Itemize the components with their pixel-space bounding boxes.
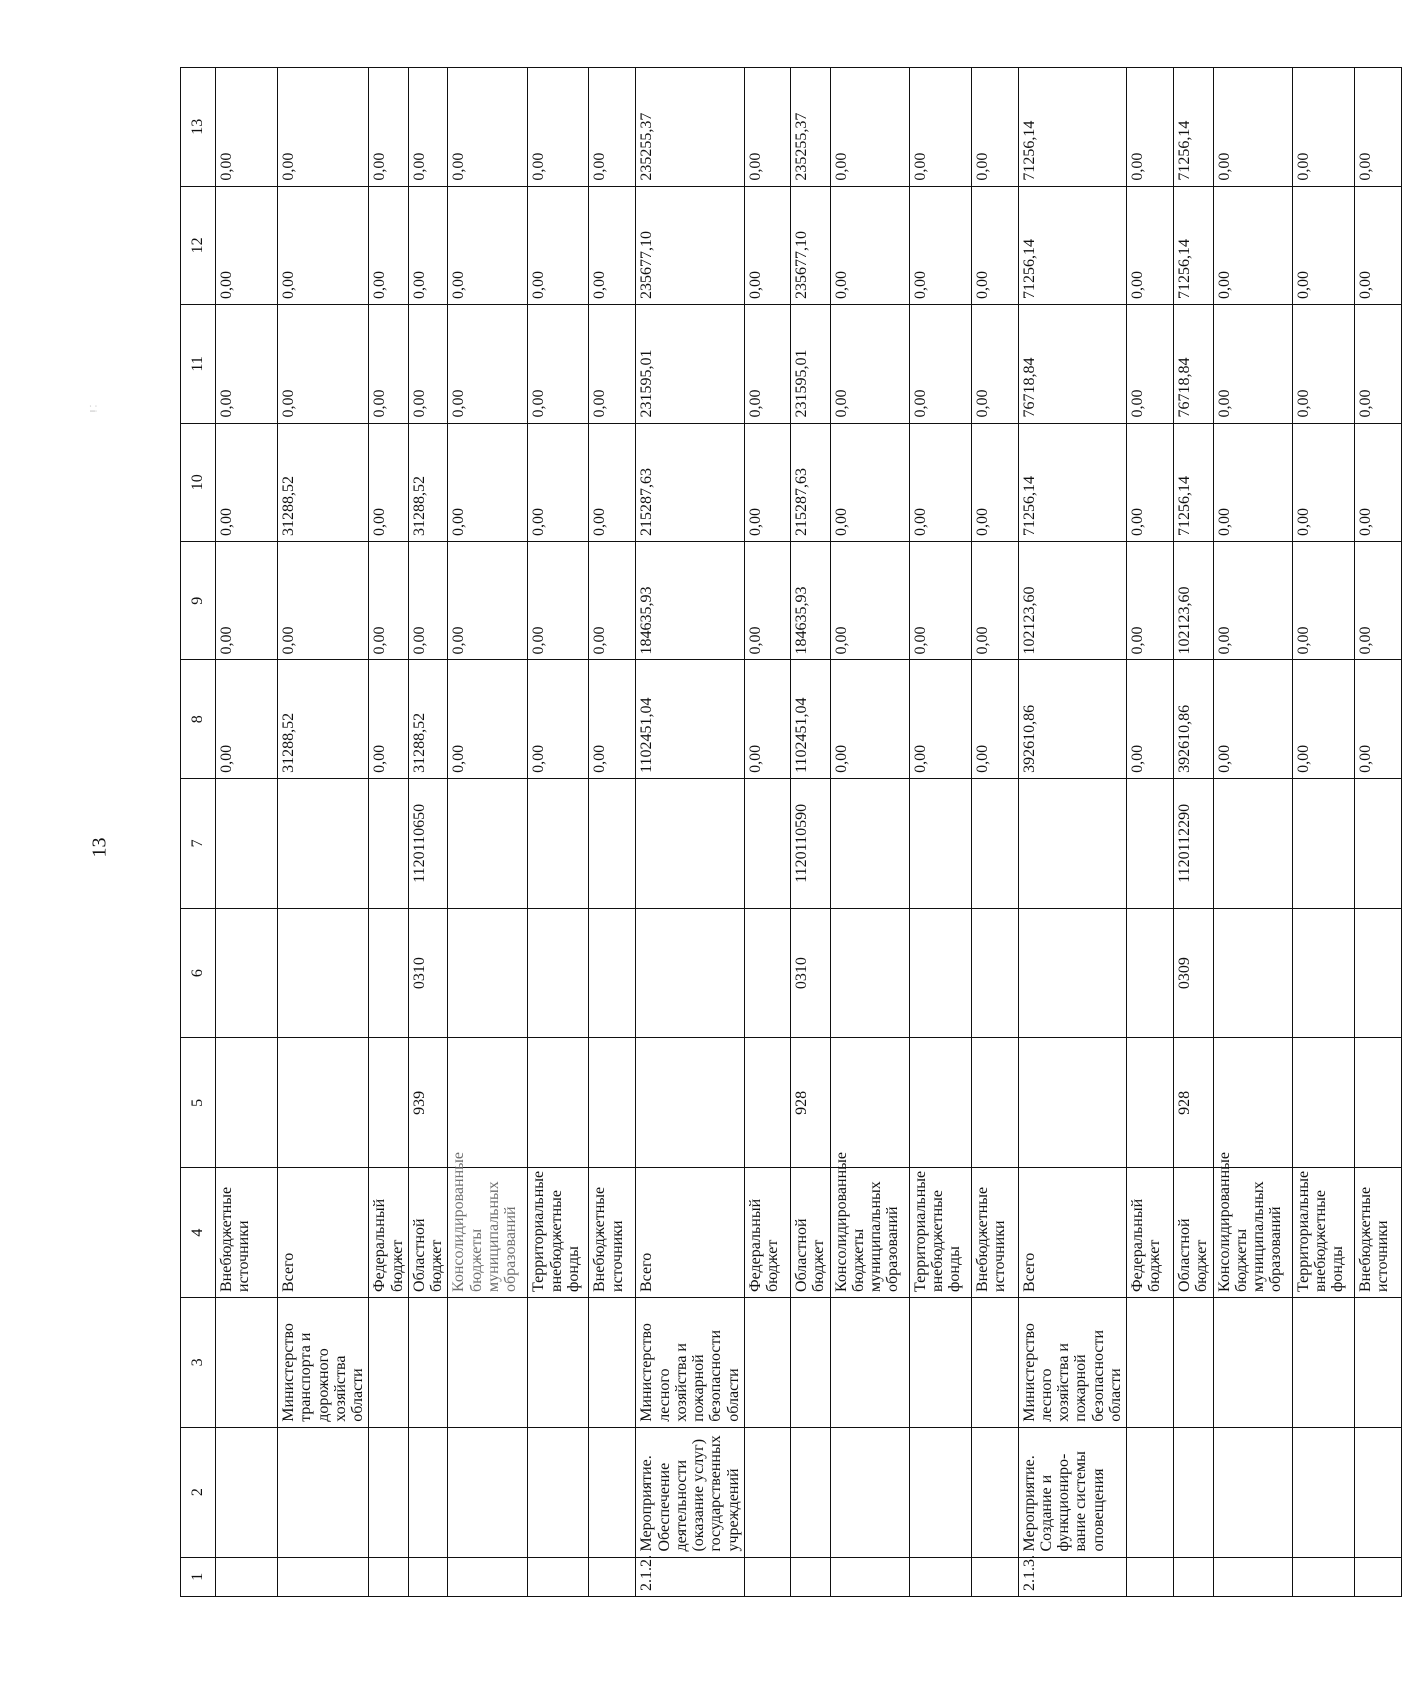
table-cell: 0,00 <box>1213 68 1292 187</box>
header-cell: 11 <box>181 305 216 423</box>
table-cell: 71256,14 <box>1018 186 1127 304</box>
table-row <box>1127 68 1174 1597</box>
table-row <box>1354 68 1401 1597</box>
table-cell: 1120110590 <box>790 778 830 908</box>
table-cell: 0,00 <box>528 68 589 187</box>
table-cell <box>216 1557 278 1596</box>
header-cell: 2 <box>181 1427 216 1557</box>
table-cell: 0,00 <box>1213 305 1292 423</box>
table-cell: 0,00 <box>278 68 369 187</box>
table-cell: Всего <box>278 1168 369 1298</box>
table-row <box>1213 68 1292 1597</box>
table-cell <box>971 908 1018 1038</box>
table-cell: 0,00 <box>1292 660 1354 778</box>
table-cell: 0,00 <box>1213 660 1292 778</box>
table-cell <box>830 908 909 1038</box>
table-cell: 1120110650 <box>408 778 448 908</box>
table-cell: 0,00 <box>830 186 909 304</box>
table-cell <box>589 1557 636 1596</box>
table-cell: Областной бюджет <box>1174 1168 1214 1298</box>
table-cell <box>1354 908 1401 1038</box>
table-cell: 0,00 <box>1213 423 1292 541</box>
table-cell: 928 <box>790 1038 830 1168</box>
table-cell: 76718,84 <box>1174 305 1214 423</box>
table-cell: 0,00 <box>369 423 409 541</box>
table-cell <box>369 1427 409 1557</box>
table-cell: Министерство транспорта и дорожного хозяйства области <box>278 1297 369 1427</box>
table-cell <box>1213 1557 1292 1596</box>
table-cell: 0,00 <box>278 186 369 304</box>
table-cell <box>216 908 278 1038</box>
table-cell: Внебюджетные источники <box>216 1168 278 1298</box>
table-cell: 0,00 <box>830 423 909 541</box>
table-cell: 0310 <box>790 908 830 1038</box>
table-cell: 0,00 <box>830 541 909 659</box>
table-cell: 0,00 <box>1127 541 1174 659</box>
table-cell: 0,00 <box>278 541 369 659</box>
table-cell: Министерство лесного хозяйства и пожарной безопасности области <box>636 1297 745 1427</box>
table-cell <box>216 1297 278 1427</box>
table-cell: 235677,10 <box>636 186 745 304</box>
table-cell <box>528 1427 589 1557</box>
table-cell <box>408 1297 448 1427</box>
table-body <box>216 68 1402 1597</box>
table-cell <box>216 1427 278 1557</box>
table-cell: 1102451,04 <box>790 660 830 778</box>
table-cell: 0,00 <box>909 186 971 304</box>
table-cell <box>636 1038 745 1168</box>
table-cell <box>1174 1297 1214 1427</box>
table-cell: 392610,86 <box>1174 660 1214 778</box>
table-cell: 0,00 <box>909 423 971 541</box>
page-number: 13 <box>88 837 111 858</box>
table-cell: 0,00 <box>971 305 1018 423</box>
table-cell <box>744 1038 790 1168</box>
table-cell <box>528 1038 589 1168</box>
table-cell <box>589 908 636 1038</box>
table-cell: 0,00 <box>408 186 448 304</box>
table-cell: 0,00 <box>448 186 528 304</box>
table-cell <box>1213 1427 1292 1557</box>
table-cell: 0,00 <box>830 305 909 423</box>
table-cell <box>216 1038 278 1168</box>
table-cell <box>1127 1557 1174 1596</box>
table-cell <box>1174 1557 1214 1596</box>
table-cell <box>1354 1557 1401 1596</box>
header-cell: 1 <box>181 1557 216 1596</box>
table-cell: 0309 <box>1174 908 1214 1038</box>
table-cell: 0,00 <box>589 423 636 541</box>
table-cell <box>971 1038 1018 1168</box>
table-cell: 0,00 <box>216 186 278 304</box>
table-cell: 0,00 <box>1292 68 1354 187</box>
table-cell <box>589 1297 636 1427</box>
table-row <box>830 68 909 1597</box>
table-cell: 392610,86 <box>1018 660 1127 778</box>
table-cell: 0,00 <box>1127 423 1174 541</box>
table-cell <box>528 908 589 1038</box>
table-cell: Внебюджетные источники <box>1354 1168 1401 1298</box>
header-cell: 4 <box>181 1168 216 1298</box>
table-cell: Внебюджетные источники <box>589 1168 636 1298</box>
table-cell: Территориальные внебюджетные фонды <box>1292 1168 1354 1298</box>
table-cell: 0,00 <box>589 541 636 659</box>
table-row <box>278 68 369 1597</box>
header-cell: 5 <box>181 1038 216 1168</box>
table-cell: Федеральный бюджет <box>369 1168 409 1298</box>
table-cell: Территориальные внебюджетные фонды <box>528 1168 589 1298</box>
table-cell: 0,00 <box>216 660 278 778</box>
table-cell: 0,00 <box>528 305 589 423</box>
header-cell: 8 <box>181 660 216 778</box>
table-cell: Областной бюджет <box>790 1168 830 1298</box>
table-cell: 0,00 <box>589 305 636 423</box>
table-cell: 0,00 <box>528 423 589 541</box>
table-cell <box>971 1427 1018 1557</box>
table-cell: 31288,52 <box>408 423 448 541</box>
table-cell: 0,00 <box>589 68 636 187</box>
table-row <box>790 68 830 1597</box>
table-cell: 0,00 <box>369 305 409 423</box>
table-cell <box>589 778 636 908</box>
table-cell: 0,00 <box>744 68 790 187</box>
table-cell <box>408 1557 448 1596</box>
table-cell: 0,00 <box>216 305 278 423</box>
table-cell: 184635,93 <box>790 541 830 659</box>
table-cell <box>369 1557 409 1596</box>
table-row <box>408 68 448 1597</box>
table-cell <box>278 1557 369 1596</box>
table-cell: 0,00 <box>1127 186 1174 304</box>
table-cell: 0,00 <box>589 186 636 304</box>
table-cell: 0,00 <box>369 68 409 187</box>
table-cell: 0,00 <box>1354 305 1401 423</box>
table-cell <box>1354 1038 1401 1168</box>
table-cell: 0,00 <box>1213 541 1292 659</box>
table-cell: 0,00 <box>448 423 528 541</box>
table-cell: 0,00 <box>909 660 971 778</box>
table-row <box>971 68 1018 1597</box>
table-cell: 0,00 <box>1127 305 1174 423</box>
table-cell <box>528 1297 589 1427</box>
table-cell <box>744 778 790 908</box>
table-cell: 184635,93 <box>636 541 745 659</box>
table-cell <box>790 1427 830 1557</box>
table-cell: 231595,01 <box>790 305 830 423</box>
table-cell <box>1018 908 1127 1038</box>
table-cell: 0,00 <box>830 660 909 778</box>
table-cell: 0,00 <box>744 660 790 778</box>
table-cell: 0,00 <box>1354 68 1401 187</box>
table-row <box>744 68 790 1597</box>
table-cell: Консолидированные бюджеты муниципальных образований <box>1213 1168 1292 1298</box>
table-cell <box>909 908 971 1038</box>
table-cell: Консолидированные бюджеты муниципальных образований <box>448 1168 528 1298</box>
table-cell: 0,00 <box>744 423 790 541</box>
table-cell: 0,00 <box>408 68 448 187</box>
table-cell: 71256,14 <box>1174 68 1214 187</box>
budget-table <box>180 67 1402 1597</box>
table-cell: 0,00 <box>448 541 528 659</box>
table-cell <box>278 908 369 1038</box>
table-cell: 0,00 <box>971 186 1018 304</box>
table-cell <box>448 778 528 908</box>
header-cell: 9 <box>181 541 216 659</box>
table-cell: 1120112290 <box>1174 778 1214 908</box>
table-cell <box>830 1038 909 1168</box>
table-row <box>1174 68 1214 1597</box>
table-cell <box>1292 908 1354 1038</box>
table-cell <box>1292 1427 1354 1557</box>
table-cell: Консолидированные бюджеты муниципальных образований <box>830 1168 909 1298</box>
table-cell: 2.1.3. <box>1018 1557 1127 1596</box>
table-cell: Мероприятие. Создание и функциониро-вание системы оповещения <box>1018 1427 1127 1557</box>
table-cell: 0,00 <box>744 541 790 659</box>
table-cell: 71256,14 <box>1174 423 1214 541</box>
table-row <box>1018 68 1127 1597</box>
header-cell: 6 <box>181 908 216 1038</box>
table-cell: 0,00 <box>216 423 278 541</box>
table-cell: 235255,37 <box>636 68 745 187</box>
table-cell <box>909 1557 971 1596</box>
table-cell: 31288,52 <box>278 660 369 778</box>
table-cell <box>278 778 369 908</box>
table-cell <box>636 908 745 1038</box>
table-cell: 0,00 <box>528 186 589 304</box>
table-cell <box>448 1557 528 1596</box>
table-cell: 0,00 <box>744 305 790 423</box>
table-cell <box>448 1427 528 1557</box>
header-cell: 13 <box>181 68 216 187</box>
table-cell: 76718,84 <box>1018 305 1127 423</box>
table-cell <box>1354 1297 1401 1427</box>
table-cell <box>216 778 278 908</box>
table-cell <box>1213 778 1292 908</box>
header-cell: 10 <box>181 423 216 541</box>
table-cell <box>278 1427 369 1557</box>
table-cell: 928 <box>1174 1038 1214 1168</box>
header-cell: 3 <box>181 1297 216 1427</box>
table-cell: 0,00 <box>1354 186 1401 304</box>
table-cell <box>830 1427 909 1557</box>
table-cell: 71256,14 <box>1018 423 1127 541</box>
table-cell: 0,00 <box>369 660 409 778</box>
table-cell <box>744 1557 790 1596</box>
table-cell: Внебюджетные источники <box>971 1168 1018 1298</box>
table-cell <box>1213 1038 1292 1168</box>
table-cell <box>830 778 909 908</box>
table-cell <box>408 1427 448 1557</box>
table-cell: 215287,63 <box>636 423 745 541</box>
table-cell: 1102451,04 <box>636 660 745 778</box>
table-cell <box>528 778 589 908</box>
table-cell: 31288,52 <box>408 660 448 778</box>
table-cell <box>971 1297 1018 1427</box>
table-cell <box>1127 908 1174 1038</box>
table-cell: 0,00 <box>1292 541 1354 659</box>
table-cell <box>830 1557 909 1596</box>
table-cell: 0,00 <box>1127 68 1174 187</box>
table-cell: 0,00 <box>1354 541 1401 659</box>
table-cell <box>589 1038 636 1168</box>
table-cell: 0,00 <box>1292 423 1354 541</box>
table-cell: 71256,14 <box>1018 68 1127 187</box>
table-cell <box>448 1038 528 1168</box>
table-cell: 235677,10 <box>790 186 830 304</box>
table-cell <box>1213 908 1292 1038</box>
table-cell: 939 <box>408 1038 448 1168</box>
table-cell: 0,00 <box>909 68 971 187</box>
table-cell <box>909 778 971 908</box>
table-cell: 0310 <box>408 908 448 1038</box>
table-cell: 0,00 <box>448 305 528 423</box>
table-cell: 0,00 <box>1292 305 1354 423</box>
table-cell <box>790 1297 830 1427</box>
table-cell: 0,00 <box>971 541 1018 659</box>
table-cell <box>1127 1297 1174 1427</box>
table-cell <box>1354 778 1401 908</box>
table-cell <box>1354 1427 1401 1557</box>
table-cell: 0,00 <box>1354 660 1401 778</box>
scan-specks: ⵑ ⁚ <box>88 404 99 413</box>
table-cell <box>744 1297 790 1427</box>
table-cell: 0,00 <box>448 68 528 187</box>
table-cell: 231595,01 <box>636 305 745 423</box>
table-row <box>636 68 745 1597</box>
table-cell <box>369 908 409 1038</box>
table-cell: 0,00 <box>909 305 971 423</box>
table-cell <box>1292 778 1354 908</box>
table-cell: 0,00 <box>528 541 589 659</box>
table-cell: Всего <box>1018 1168 1127 1298</box>
table-cell: 0,00 <box>369 541 409 659</box>
table-cell: Федеральный бюджет <box>1127 1168 1174 1298</box>
table-cell: 0,00 <box>589 660 636 778</box>
table-cell: 31288,52 <box>278 423 369 541</box>
table-cell <box>909 1038 971 1168</box>
table-cell: Территориальные внебюджетные фонды <box>909 1168 971 1298</box>
table-cell <box>448 1297 528 1427</box>
table-cell: 0,00 <box>830 68 909 187</box>
table-cell <box>1018 1038 1127 1168</box>
table-cell: 102123,60 <box>1018 541 1127 659</box>
table-cell <box>1292 1557 1354 1596</box>
table-cell: Всего <box>636 1168 745 1298</box>
table-cell <box>1292 1297 1354 1427</box>
table-cell <box>369 778 409 908</box>
table-cell: 0,00 <box>278 305 369 423</box>
table-cell <box>589 1427 636 1557</box>
table-cell <box>369 1038 409 1168</box>
table-cell <box>909 1427 971 1557</box>
table-cell: 235255,37 <box>790 68 830 187</box>
table-cell: Мероприятие. Обеспечение деятельности (оказание услуг) государственных учреждений <box>636 1427 745 1557</box>
table-cell <box>369 1297 409 1427</box>
table-cell <box>1127 1427 1174 1557</box>
header-row <box>181 68 216 1597</box>
table-cell: 0,00 <box>1213 186 1292 304</box>
table-cell: 102123,60 <box>1174 541 1214 659</box>
table-cell: 0,00 <box>216 541 278 659</box>
table-cell <box>278 1038 369 1168</box>
table-cell <box>744 1427 790 1557</box>
table-cell: 0,00 <box>971 423 1018 541</box>
table-cell <box>1127 1038 1174 1168</box>
table-cell <box>744 908 790 1038</box>
table-cell <box>971 1557 1018 1596</box>
table-cell: Федеральный бюджет <box>744 1168 790 1298</box>
table-cell <box>528 1557 589 1596</box>
table-row <box>1292 68 1354 1597</box>
table-cell: Министерство лесного хозяйства и пожарной безопасности области <box>1018 1297 1127 1427</box>
table-cell <box>1213 1297 1292 1427</box>
table-row <box>909 68 971 1597</box>
table-cell: 0,00 <box>1292 186 1354 304</box>
table-cell <box>1292 1038 1354 1168</box>
table-row <box>369 68 409 1597</box>
table-cell: 0,00 <box>216 68 278 187</box>
table-cell <box>1174 1427 1214 1557</box>
table-cell <box>909 1297 971 1427</box>
table-cell: 0,00 <box>448 660 528 778</box>
table-row <box>528 68 589 1597</box>
table-cell: 0,00 <box>744 186 790 304</box>
table-cell: 215287,63 <box>790 423 830 541</box>
header-cell: 7 <box>181 778 216 908</box>
table-cell: 0,00 <box>369 186 409 304</box>
table-cell <box>1127 778 1174 908</box>
table-cell: 0,00 <box>909 541 971 659</box>
table-cell <box>830 1297 909 1427</box>
table-cell <box>1018 778 1127 908</box>
table-cell: 71256,14 <box>1174 186 1214 304</box>
table-cell: 0,00 <box>971 660 1018 778</box>
table-cell: 0,00 <box>1127 660 1174 778</box>
table-cell: 0,00 <box>408 541 448 659</box>
table-cell <box>636 778 745 908</box>
table-row <box>448 68 528 1597</box>
header-cell: 12 <box>181 186 216 304</box>
table-cell <box>448 908 528 1038</box>
table-row <box>216 68 278 1597</box>
table-cell: 0,00 <box>971 68 1018 187</box>
table-cell <box>971 778 1018 908</box>
table-row <box>589 68 636 1597</box>
rotated-table-container <box>180 67 1391 1597</box>
table-cell: 0,00 <box>528 660 589 778</box>
table-cell: 0,00 <box>1354 423 1401 541</box>
table-cell: 0,00 <box>408 305 448 423</box>
table-cell: 2.1.2. <box>636 1557 745 1596</box>
table-cell: Областной бюджет <box>408 1168 448 1298</box>
table-cell <box>790 1557 830 1596</box>
